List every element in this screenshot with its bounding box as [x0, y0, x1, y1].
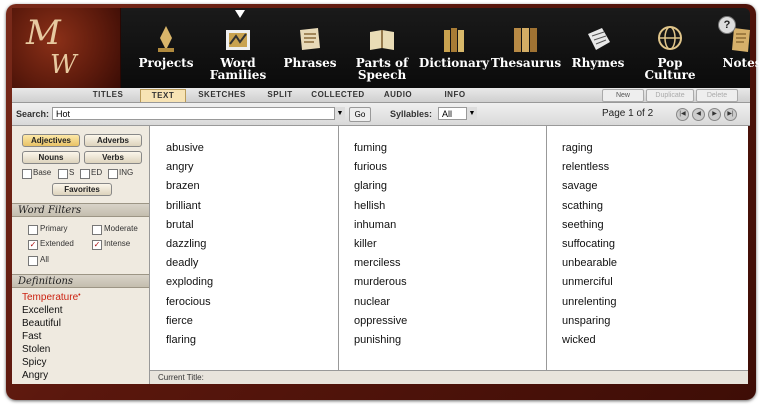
definitions-heading: Definitions — [12, 274, 149, 288]
definition-item[interactable]: Excellent — [22, 305, 63, 316]
adjectives-button[interactable]: Adjectives — [22, 134, 80, 147]
nav-label: Projects — [138, 56, 194, 70]
word-item[interactable]: suffocating — [562, 238, 616, 250]
ing-checkbox[interactable] — [108, 169, 118, 179]
ed-label: ED — [91, 168, 103, 177]
books-icon — [440, 24, 468, 54]
word-column-3 — [562, 126, 742, 370]
definition-item[interactable] — [22, 292, 81, 303]
sidebar — [12, 126, 150, 384]
word-list — [150, 126, 748, 370]
intense-label: Intense — [104, 239, 131, 248]
extended-checkbox[interactable]: ✓ — [29, 240, 37, 249]
ed-checkbox[interactable] — [80, 169, 90, 179]
logo — [12, 8, 121, 88]
tab-audio[interactable]: AUDIO — [383, 90, 413, 99]
tab-sketches[interactable]: SKETCHES — [198, 90, 246, 99]
syllables-label: Syllables: — [390, 109, 433, 119]
base-label: Base — [33, 168, 52, 177]
word-item[interactable]: savage — [562, 180, 598, 193]
nav-label: Word Families — [209, 56, 267, 82]
search-dropdown-arrow-icon[interactable]: ▼ — [334, 107, 345, 120]
search-bar — [12, 103, 750, 126]
primary-label: Primary — [40, 224, 68, 233]
phrases-icon — [296, 24, 324, 54]
ing-label: ING — [119, 168, 134, 177]
nav-label: Thesaurus — [490, 56, 562, 70]
word-families-icon — [224, 24, 252, 54]
prev-page-icon[interactable]: ◀ — [692, 108, 705, 121]
word-item[interactable]: angry — [166, 161, 194, 174]
view-tabs — [12, 88, 750, 103]
nav-notes[interactable] — [706, 8, 778, 88]
word-item[interactable]: merciless — [354, 257, 401, 270]
extended-label: Extended — [40, 239, 74, 248]
adverbs-button[interactable]: Adverbs — [84, 134, 142, 147]
syllables-select[interactable]: All — [438, 107, 476, 120]
nouns-button[interactable]: Nouns — [22, 151, 80, 164]
verbs-button[interactable]: Verbs — [84, 151, 142, 164]
column-divider — [546, 126, 547, 370]
nav-pop-culture[interactable] — [634, 8, 706, 88]
word-item[interactable]: raging — [562, 142, 593, 154]
word-item[interactable]: relentless — [562, 161, 610, 174]
word-item[interactable]: fierce — [166, 314, 193, 327]
new-button[interactable]: New — [602, 89, 644, 102]
moderate-checkbox[interactable] — [92, 225, 102, 235]
pen-nib-icon — [152, 24, 180, 54]
scroll-icon — [584, 24, 612, 54]
word-item[interactable]: brilliant — [166, 199, 201, 212]
word-item[interactable]: flaring — [166, 334, 196, 346]
main-nav — [130, 8, 778, 88]
nav-word-families[interactable] — [202, 8, 274, 88]
nav-thesaurus[interactable] — [490, 8, 562, 88]
word-item[interactable]: unsparing — [562, 314, 611, 327]
column-divider — [338, 126, 339, 370]
intense-checkbox[interactable]: ✓ — [93, 240, 101, 249]
tab-titles[interactable]: TITLES — [92, 90, 124, 99]
go-button[interactable]: Go — [349, 107, 371, 122]
search-label: Search: — [16, 109, 50, 119]
nav-label: Dictionary — [418, 56, 490, 70]
word-item[interactable]: hellish — [354, 199, 386, 212]
nav-label: Phrases — [283, 56, 337, 70]
nav-parts-of-speech[interactable] — [346, 8, 418, 88]
nav-projects[interactable] — [130, 8, 202, 88]
word-item[interactable]: brutal — [166, 218, 194, 231]
primary-checkbox[interactable] — [28, 225, 38, 235]
word-item[interactable]: deadly — [166, 257, 199, 270]
definition-item[interactable]: Angry — [22, 370, 49, 381]
selected-marker-icon: • — [78, 292, 81, 299]
word-item[interactable]: inhuman — [354, 218, 397, 231]
word-item[interactable]: murderous — [354, 276, 407, 289]
nav-label: Rhymes — [571, 56, 625, 70]
definition-item[interactable]: Fast — [22, 331, 42, 342]
word-item[interactable]: punishing — [354, 334, 402, 346]
s-label: S — [69, 168, 75, 177]
definition-item[interactable]: Stolen — [22, 344, 51, 355]
word-item[interactable]: nuclear — [354, 295, 391, 308]
last-page-icon[interactable]: ▶| — [724, 108, 737, 121]
definition-label: Temperature — [22, 292, 79, 303]
word-item[interactable]: killer — [354, 238, 377, 250]
word-item[interactable]: unrelenting — [562, 295, 617, 308]
all-checkbox[interactable] — [28, 256, 38, 266]
word-column-1 — [166, 126, 336, 370]
word-column-2 — [354, 126, 534, 370]
logo-mark-sub: W — [50, 50, 77, 80]
help-button[interactable]: ? — [718, 16, 736, 34]
favorites-button[interactable]: Favorites — [52, 183, 112, 196]
base-checkbox[interactable] — [22, 169, 32, 179]
word-item[interactable]: fuming — [354, 142, 388, 154]
word-item[interactable]: glaring — [354, 180, 388, 193]
word-item[interactable]: oppressive — [354, 314, 408, 327]
next-page-icon[interactable]: ▶ — [708, 108, 721, 121]
s-checkbox[interactable] — [58, 169, 68, 179]
all-label: All — [40, 255, 49, 264]
bookshelf-icon — [512, 24, 540, 54]
word-item[interactable]: seething — [562, 218, 604, 231]
nav-dictionary[interactable] — [418, 8, 490, 88]
word-item[interactable]: exploding — [166, 276, 214, 289]
tab-text[interactable]: TEXT — [140, 89, 186, 102]
tab-info[interactable]: INFO — [444, 90, 466, 99]
tab-collected[interactable]: COLLECTED — [311, 90, 365, 99]
word-item[interactable]: brazen — [166, 180, 200, 193]
word-filters-heading: Word Filters — [12, 203, 149, 217]
duplicate-button[interactable]: Duplicate — [646, 89, 694, 102]
nav-label: Pop Culture — [644, 56, 696, 82]
nav-phrases[interactable] — [274, 8, 346, 88]
nav-label: Parts of Speech — [355, 56, 409, 82]
word-item[interactable]: ferocious — [166, 295, 211, 308]
delete-button[interactable]: Delete — [696, 89, 738, 102]
word-item[interactable]: unmerciful — [562, 276, 613, 289]
definition-item[interactable]: Spicy — [22, 357, 47, 368]
header — [12, 8, 762, 88]
word-item[interactable]: scathing — [562, 199, 603, 212]
search-input[interactable]: Hot — [52, 107, 342, 120]
nav-rhymes[interactable] — [562, 8, 634, 88]
word-item[interactable]: furious — [354, 161, 388, 174]
open-book-icon — [368, 24, 396, 54]
word-item[interactable]: wicked — [562, 334, 596, 346]
moderate-label: Moderate — [104, 224, 138, 233]
word-item[interactable]: dazzling — [166, 238, 207, 250]
page-indicator: Page 1 of 2 — [602, 108, 654, 119]
first-page-icon[interactable]: |◀ — [676, 108, 689, 121]
status-bar: Current Title: — [150, 370, 748, 384]
globe-icon — [656, 24, 684, 54]
definition-item[interactable]: Beautiful — [22, 318, 61, 329]
syllables-dropdown-arrow-icon[interactable]: ▼ — [466, 107, 477, 120]
nav-label: Notes — [722, 56, 762, 70]
selected-arrow-icon — [235, 10, 245, 18]
tab-split[interactable]: SPLIT — [267, 90, 293, 99]
word-item[interactable]: unbearable — [562, 257, 618, 270]
word-item[interactable]: abusive — [166, 142, 204, 154]
logo-mark: M — [26, 13, 59, 53]
